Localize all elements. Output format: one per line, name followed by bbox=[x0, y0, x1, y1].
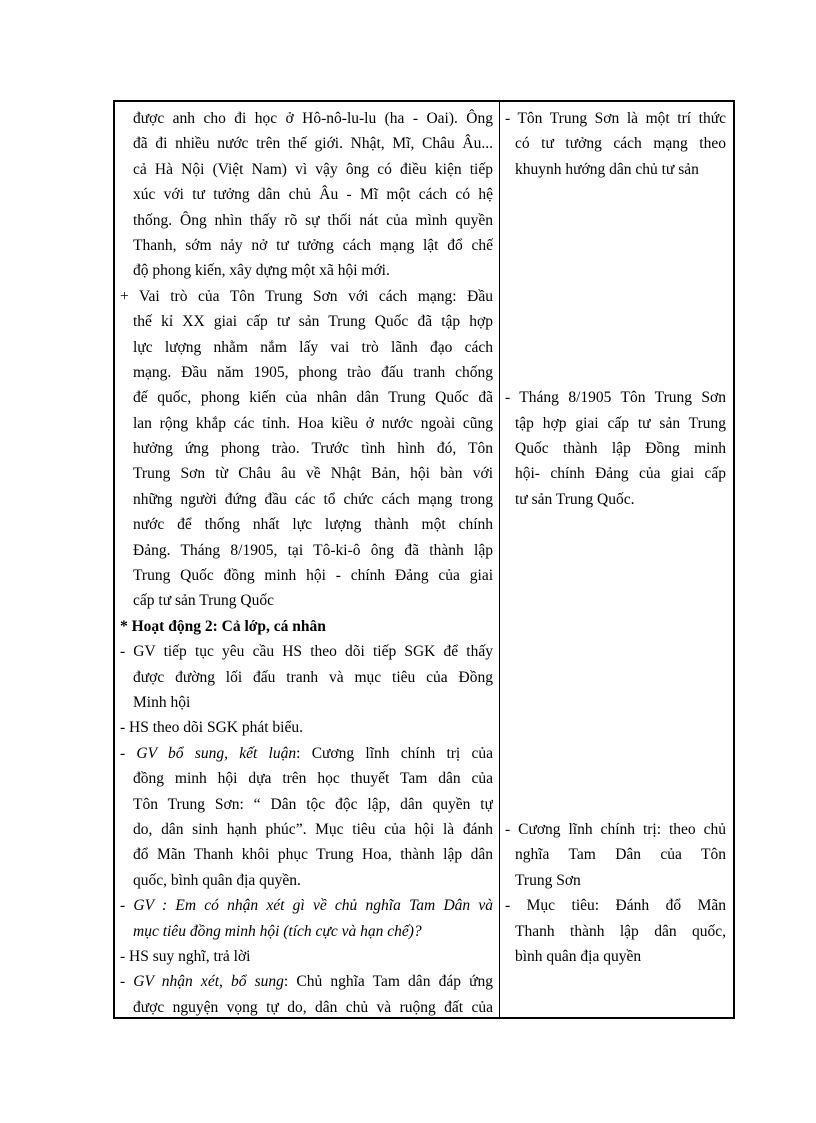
text-line: tư sản Trung Quốc. bbox=[515, 490, 635, 508]
text-line: - GV tiếp tục yêu cầu HS theo dõi tiếp SGK để thấy bbox=[120, 643, 493, 661]
text-line: cả Hà Nội (Việt Nam) vì vậy ông có điều kiện tiếp bbox=[133, 160, 493, 178]
knowledge-note-founding bbox=[505, 385, 726, 512]
text-line: nghĩa Tam Dân của Tôn bbox=[515, 846, 726, 864]
text-line: Thanh thành lập dân quốc, bbox=[515, 922, 726, 940]
text-line: - Tôn Trung Sơn là một trí thức bbox=[505, 110, 726, 127]
text-line: - GV bổ sung, kết luận: Cương lĩnh chính trị của bbox=[120, 744, 493, 762]
text-line: - GV nhận xét, bổ sung: Chủ nghĩa Tam dân đáp ứng bbox=[120, 973, 493, 991]
text-line: mạng. Đầu năm 1905, phong trào đấu tranh chống bbox=[133, 363, 493, 381]
text-line: - HS theo dõi SGK phát biểu. bbox=[120, 719, 303, 737]
text-line: hưởng ứng phong trào. Trước tình hình đó, Tôn bbox=[133, 440, 493, 458]
text-line: - HS suy nghĩ, trả lời bbox=[120, 947, 251, 965]
text-line: Thanh, sớm nảy nở tư tưởng cách mạng lật đổ chế bbox=[133, 236, 493, 254]
text-line: độ phong kiến, xây dựng một xã hội mới. bbox=[133, 262, 390, 280]
teacher-question-paragraph bbox=[120, 893, 493, 969]
teacher-student-activities-column bbox=[115, 102, 500, 1017]
activity-2-heading: * Hoạt động 2: Cả lớp, cá nhân bbox=[120, 617, 326, 635]
text-line: bình quân địa quyền bbox=[515, 947, 642, 965]
text-line: - Tháng 8/1905 Tôn Trung Sơn bbox=[505, 389, 726, 407]
text-line: Trung Sơn từ Châu âu về Nhật Bản, hội bàn với bbox=[133, 465, 493, 483]
text-line: quốc, bình quân địa quyền. bbox=[133, 871, 301, 889]
text-line: - GV : Em có nhận xét gì về chủ nghĩa Tam Dân và bbox=[120, 897, 493, 915]
text-line: cấp tư sản Trung Quốc bbox=[133, 592, 275, 610]
key-knowledge-column bbox=[500, 102, 733, 1017]
text-line: được nguyện vọng tự do, dân chủ và ruộng đất của bbox=[133, 998, 493, 1016]
tts-background-paragraph bbox=[120, 106, 493, 284]
text-line: được đường lối đấu tranh và mục tiêu của Đồng bbox=[133, 668, 493, 686]
text-line: những người đứng đầu các tổ chức cách mạng trong bbox=[133, 490, 493, 508]
teacher-label: GV nhận xét, bổ sung bbox=[133, 973, 284, 991]
text-line: lan rộng khắp các tỉnh. Hoa kiều ở nước ngoài cũng bbox=[133, 414, 493, 432]
text-line: đế quốc, phong kiến của nhân dân Trung Quốc đã bbox=[133, 389, 493, 407]
text-line: khuynh hướng dân chủ tư sản bbox=[515, 160, 699, 178]
text-line: - Mục tiêu: Đánh đổ Mãn bbox=[505, 897, 726, 915]
text-line: đổ Mãn Thanh khôi phục Trung Hoa, thành lập dân bbox=[133, 846, 493, 864]
text-line: được anh cho đi học ở Hô-nô-lu-lu (ha - Oai). Ông bbox=[133, 110, 493, 127]
text-line: Đảng. Tháng 8/1905, tại Tô-ki-ô ông đã thành lập bbox=[133, 541, 493, 559]
tts-role-paragraph bbox=[120, 284, 493, 614]
teacher-label: GV bổ sung, kết luận bbox=[136, 744, 297, 762]
text-line: - Cương lĩnh chính trị: theo chủ bbox=[505, 820, 726, 838]
text-line: nước để thống nhất lực lượng thành một chính bbox=[133, 516, 493, 534]
knowledge-note-platform bbox=[505, 817, 726, 969]
text-line: xúc với tư tưởng dân chủ Âu - Mĩ một cách có hệ bbox=[133, 186, 493, 204]
text-line: hội- chính Đảng của giai cấp bbox=[515, 465, 726, 483]
text-line: Tôn Trung Sơn: “ Dân tộc độc lập, dân quyền tự bbox=[133, 795, 493, 813]
text-line: do, dân sinh hạnh phúc”. Mục tiêu của hội là đánh bbox=[133, 820, 493, 838]
text-line: có tư tưởng cách mạng theo bbox=[515, 135, 726, 153]
text-line: tập hợp giai cấp tư sản Trung bbox=[515, 414, 726, 432]
text-line: lực lượng nhằm nắm lấy vai trò lãnh đạo cách bbox=[133, 338, 493, 356]
text-line: Minh hội bbox=[133, 693, 191, 711]
text-line: mục tiêu đồng minh hội (tích cực và hạn chế)? bbox=[133, 922, 422, 940]
text-line: Trung Quốc đồng minh hội - chính Đảng của giai bbox=[133, 567, 493, 585]
text-line: đã đi nhiều nước trên thế giới. Nhật, Mĩ, Châu Âu... bbox=[133, 135, 493, 153]
text-line: đồng minh hội dựa trên học thuyết Tam dân của bbox=[133, 770, 493, 788]
text-line: thống. Ông nhìn thấy rõ sự thối nát của mình quyền bbox=[133, 211, 493, 229]
text-line: thế kỉ XX giai cấp tư sản Trung Quốc đã tập hợp bbox=[133, 313, 493, 331]
teacher-conclusion-paragraph bbox=[120, 741, 493, 893]
knowledge-note-tts bbox=[505, 106, 726, 182]
lesson-table bbox=[113, 100, 735, 1019]
activity-2-instructions bbox=[120, 639, 493, 741]
text-line: + Vai trò của Tôn Trung Sơn với cách mạng: Đầu bbox=[120, 287, 493, 305]
teacher-feedback-paragraph bbox=[120, 969, 493, 1020]
text-line: Trung Sơn bbox=[515, 871, 581, 889]
text-line: Quốc thành lập Đồng minh bbox=[515, 440, 726, 458]
